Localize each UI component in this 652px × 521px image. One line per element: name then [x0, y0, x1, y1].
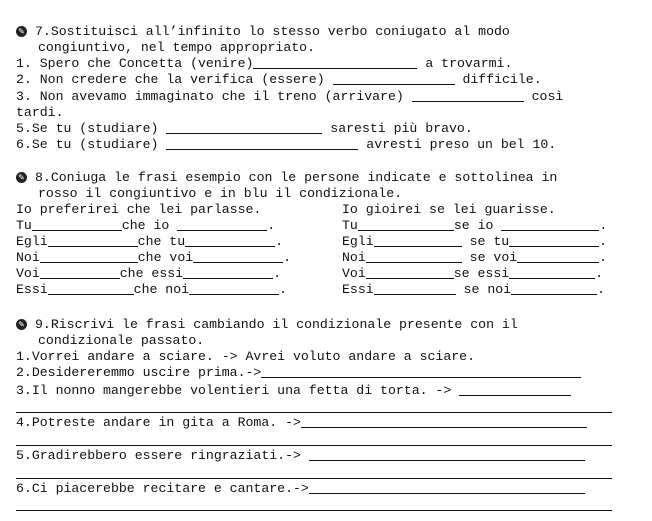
ex8-row-left	[16, 234, 283, 250]
ex8-row-right	[342, 266, 603, 282]
answer-blank[interactable]	[412, 89, 524, 102]
answer-blank[interactable]	[501, 218, 599, 231]
row-conjunction: che voi	[137, 250, 194, 265]
ex9-heading-cont: condizionale passato.	[38, 333, 205, 348]
row-period: .	[599, 250, 608, 265]
answer-blank[interactable]	[333, 72, 455, 85]
row-subject: Tu	[342, 218, 358, 233]
row-conjunction: che noi	[133, 282, 190, 297]
ex9-item-4	[16, 415, 587, 431]
answer-line[interactable]	[16, 412, 612, 413]
ex8-row-right	[342, 234, 607, 250]
ex7-item-3-cont: tardi.	[16, 105, 64, 120]
row-subject: Egli	[16, 234, 48, 249]
row-period: .	[273, 266, 281, 281]
answer-blank[interactable]	[366, 266, 454, 279]
ex7-heading-cont: congiuntivo, nel tempo appropriato.	[38, 40, 315, 55]
row-conjunction: che io	[121, 218, 170, 233]
answer-blank[interactable]	[374, 234, 462, 247]
pencil-bullet-icon: ✎	[16, 172, 27, 183]
ex7-item-1-text: 1. Spero che Concetta (venire)	[16, 56, 254, 71]
answer-blank[interactable]	[166, 121, 322, 134]
answer-blank[interactable]	[309, 481, 585, 494]
answer-blank[interactable]	[459, 383, 571, 396]
ex7-title: 7.Sostituisci all’infinito lo stesso verbo coniugato al modo	[35, 24, 510, 39]
row-subject: Essi	[16, 282, 48, 297]
answer-line[interactable]	[16, 445, 612, 446]
ex7-item-3-end: così	[523, 89, 564, 104]
ex9-item-2-text: 2.Desidereremmo uscire prima.->	[16, 365, 262, 380]
ex9-item-2	[16, 365, 581, 381]
row-conjunction: se voi	[469, 250, 518, 265]
ex9-item-6-text: 6.Ci piacerebbe recitare e cantare.->	[16, 481, 309, 496]
ex8-row-right	[342, 250, 607, 266]
answer-line[interactable]	[16, 510, 612, 511]
ex7-item-2	[16, 72, 542, 88]
pencil-bullet-icon: ✎	[16, 26, 27, 37]
row-subject: Voi	[16, 266, 40, 281]
row-period: .	[275, 234, 284, 249]
ex8-example-right: Io gioirei se lei guarisse.	[342, 202, 556, 217]
ex9-item-4-text: 4.Potreste andare in gita a Roma. ->	[16, 415, 301, 430]
ex9-item-5	[16, 448, 585, 464]
ex7-item-6-text: 6.Se tu (studiare)	[16, 137, 167, 152]
answer-blank[interactable]	[509, 234, 599, 247]
row-conjunction: che tu	[137, 234, 186, 249]
ex9-item-5-text: 5.Gradirebbero essere ringraziati.->	[16, 448, 301, 463]
row-period: .	[279, 282, 287, 297]
answer-blank[interactable]	[40, 250, 138, 263]
answer-blank[interactable]	[253, 56, 417, 69]
answer-blank[interactable]	[40, 266, 120, 279]
row-period: .	[599, 218, 608, 233]
answer-blank[interactable]	[509, 266, 595, 279]
ex8-row-right	[342, 218, 607, 234]
ex7-item-5-end: saresti più bravo.	[322, 121, 473, 136]
answer-blank[interactable]	[48, 234, 138, 247]
row-subject: Voi	[342, 266, 366, 281]
pencil-bullet-icon: ✎	[16, 319, 27, 330]
ex7-item-1-end: a trovarmi.	[417, 56, 513, 71]
row-subject: Essi	[342, 282, 374, 297]
ex9-item-6	[16, 481, 585, 497]
ex7-item-2-text: 2. Non credere che la verifica (essere)	[16, 72, 333, 87]
ex7-heading	[16, 24, 510, 40]
ex9-item-3-text: 3.Il nonno mangerebbe volentieri una fetta di torta. ->	[16, 383, 452, 398]
answer-blank[interactable]	[166, 137, 358, 150]
ex8-row-left	[16, 282, 287, 298]
ex7-item-2-end: difficile.	[454, 72, 542, 87]
ex8-row-right	[342, 282, 605, 298]
answer-blank[interactable]	[185, 234, 275, 247]
ex8-row-left	[16, 218, 275, 234]
answer-blank[interactable]	[374, 282, 456, 295]
ex7-item-6-end: avresti preso un bel 10.	[358, 137, 557, 152]
answer-blank[interactable]	[301, 415, 587, 428]
ex7-item-5-text: 5.Se tu (studiare)	[16, 121, 167, 136]
row-period: .	[599, 234, 608, 249]
row-conjunction: se io	[453, 218, 494, 233]
row-subject: Egli	[342, 234, 374, 249]
row-conjunction: se noi	[463, 282, 512, 297]
answer-blank[interactable]	[189, 282, 279, 295]
ex8-heading-cont: rosso il congiuntivo e in blu il condizionale.	[38, 186, 403, 201]
row-conjunction: che essi	[119, 266, 184, 281]
answer-blank[interactable]	[177, 218, 267, 231]
answer-blank[interactable]	[358, 218, 454, 231]
ex9-heading	[16, 317, 518, 333]
ex7-item-6	[16, 137, 556, 153]
answer-blank[interactable]	[511, 282, 597, 295]
ex7-item-3-text: 3. Non avevamo immaginato che il treno (arrivare)	[16, 89, 412, 104]
answer-blank[interactable]	[183, 266, 273, 279]
answer-blank[interactable]	[309, 448, 585, 461]
answer-blank[interactable]	[32, 218, 122, 231]
row-period: .	[595, 266, 604, 281]
row-subject: Noi	[342, 250, 366, 265]
ex9-example: 1.Vorrei andare a sciare. -> Avrei voluto andare a sciare.	[16, 349, 475, 364]
answer-blank[interactable]	[517, 250, 599, 263]
row-subject: Tu	[16, 218, 32, 233]
answer-blank[interactable]	[261, 365, 581, 378]
ex8-row-left	[16, 266, 281, 282]
ex9-title: 9.Riscrivi le frasi cambiando il condizionale presente con il	[35, 317, 518, 332]
answer-blank[interactable]	[193, 250, 283, 263]
row-conjunction: se essi	[453, 266, 510, 281]
answer-blank[interactable]	[48, 282, 134, 295]
row-period: .	[597, 282, 605, 297]
ex7-item-1	[16, 56, 512, 72]
ex9-item-3	[16, 383, 571, 399]
ex7-item-5	[16, 121, 473, 137]
answer-line[interactable]	[16, 478, 612, 479]
row-period: .	[267, 218, 276, 233]
answer-blank[interactable]	[366, 250, 462, 263]
ex8-example-left: Io preferirei che lei parlasse.	[16, 202, 262, 217]
ex8-row-left	[16, 250, 291, 266]
row-conjunction: se tu	[469, 234, 510, 249]
ex8-heading	[16, 170, 557, 186]
row-subject: Noi	[16, 250, 40, 265]
ex8-title: 8.Coniuga le frasi esempio con le persone indicate e sottolinea in	[35, 170, 558, 185]
row-period: .	[283, 250, 292, 265]
ex7-item-3	[16, 89, 563, 105]
